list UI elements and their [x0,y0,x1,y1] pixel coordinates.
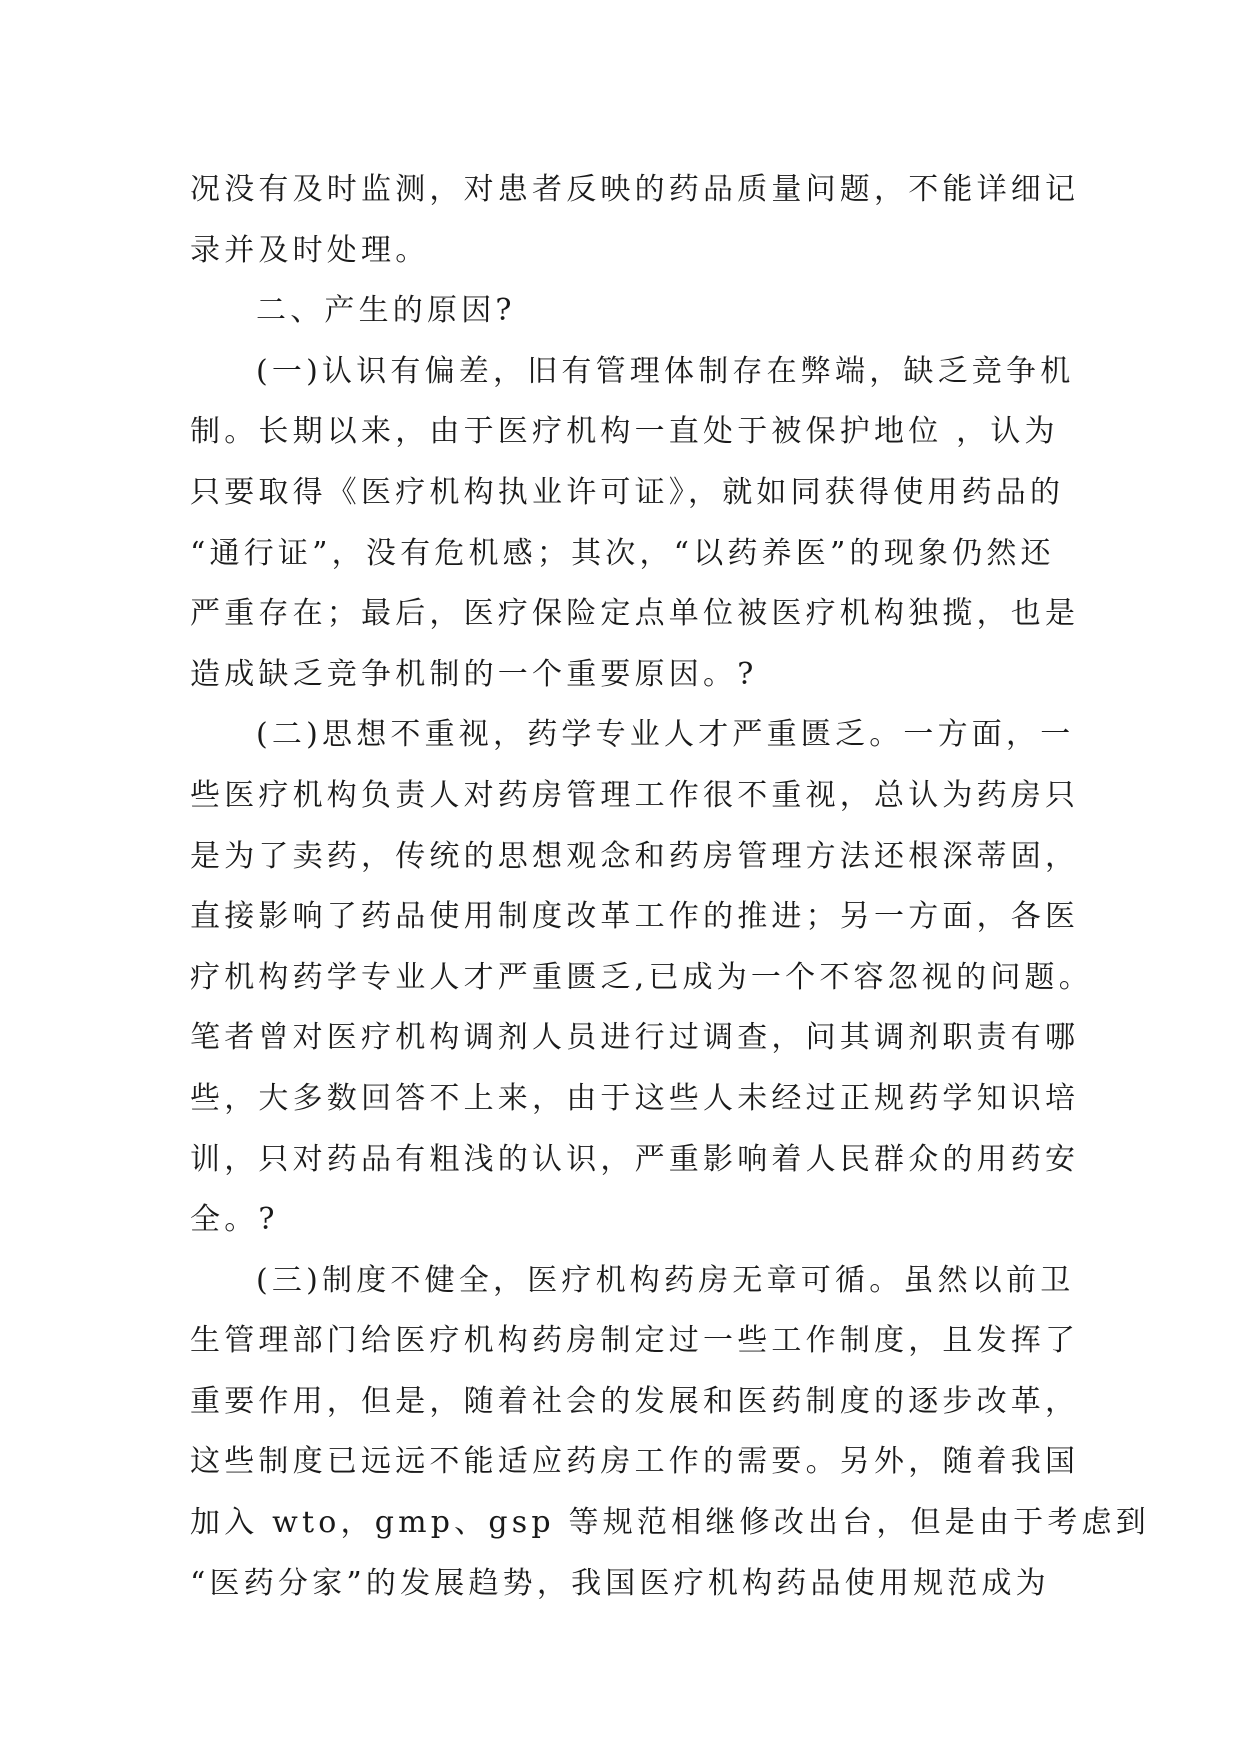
text-line: 加入 wto，gmp、gsp 等规范相继修改出台，但是由于考虑到 [190,1505,1150,1541]
text-line: “通行证”，没有危机感；其次，“以药养医”的现象仍然还 [190,535,1055,571]
text-line: 些，大多数回答不上来，由于这些人未经过正规药学知识培 [190,1080,1080,1116]
paragraph-start: (二)思想不重视，药学专业人才严重匮乏。一方面，一 [256,717,1075,753]
text-line: 造成缺乏竞争机制的一个重要原因。? [190,656,758,692]
body-text [190,160,1150,1614]
text-line: 严重存在；最后，医疗保险定点单位被医疗机构独揽，也是 [190,596,1080,632]
text-line: 这些制度已远远不能适应药房工作的需要。另外，随着我国 [190,1444,1080,1480]
text-line: 制。长期以来，由于医疗机构一直处于被保护地位 ，认为 [190,414,1059,450]
text-line: 只要取得《医疗机构执业许可证》，就如同获得使用药品的 [190,474,1065,510]
text-line: 训，只对药品有粗浅的认识，严重影响着人民群众的用药安 [190,1141,1080,1177]
text-line: 全。? [190,1202,279,1238]
paragraph-start: (三)制度不健全，医疗机构药房无章可循。虽然以前卫 [256,1262,1075,1298]
text-line: 生管理部门给医疗机构药房制定过一些工作制度，且发挥了 [190,1323,1080,1359]
text-line: 笔者曾对医疗机构调剂人员进行过调查，问其调剂职责有哪 [190,1020,1080,1056]
text-line: 些医疗机构负责人对药房管理工作很不重视，总认为药房只 [190,777,1080,813]
text-line: 录并及时处理。 [190,232,430,268]
text-line: 疗机构药学专业人才严重匮乏,已成为一个不容忽视的问题。 [190,959,1093,995]
paragraph-start: (一)认识有偏差，旧有管理体制存在弊端，缺乏竞争机 [256,353,1075,389]
section-heading: 二、产生的原因? [256,293,516,329]
text-line: 况没有及时监测，对患者反映的药品质量问题，不能详细记 [190,172,1080,207]
text-line: 直接影响了药品使用制度改革工作的推进；另一方面，各医 [190,899,1080,935]
text-line: 是为了卖药，传统的思想观念和药房管理方法还根深蒂固， [190,838,1080,874]
text-line: 重要作用，但是，随着社会的发展和医药制度的逐步改革， [190,1383,1080,1419]
text-line: “医药分家”的发展趋势，我国医疗机构药品使用规范成为 [190,1565,1050,1601]
